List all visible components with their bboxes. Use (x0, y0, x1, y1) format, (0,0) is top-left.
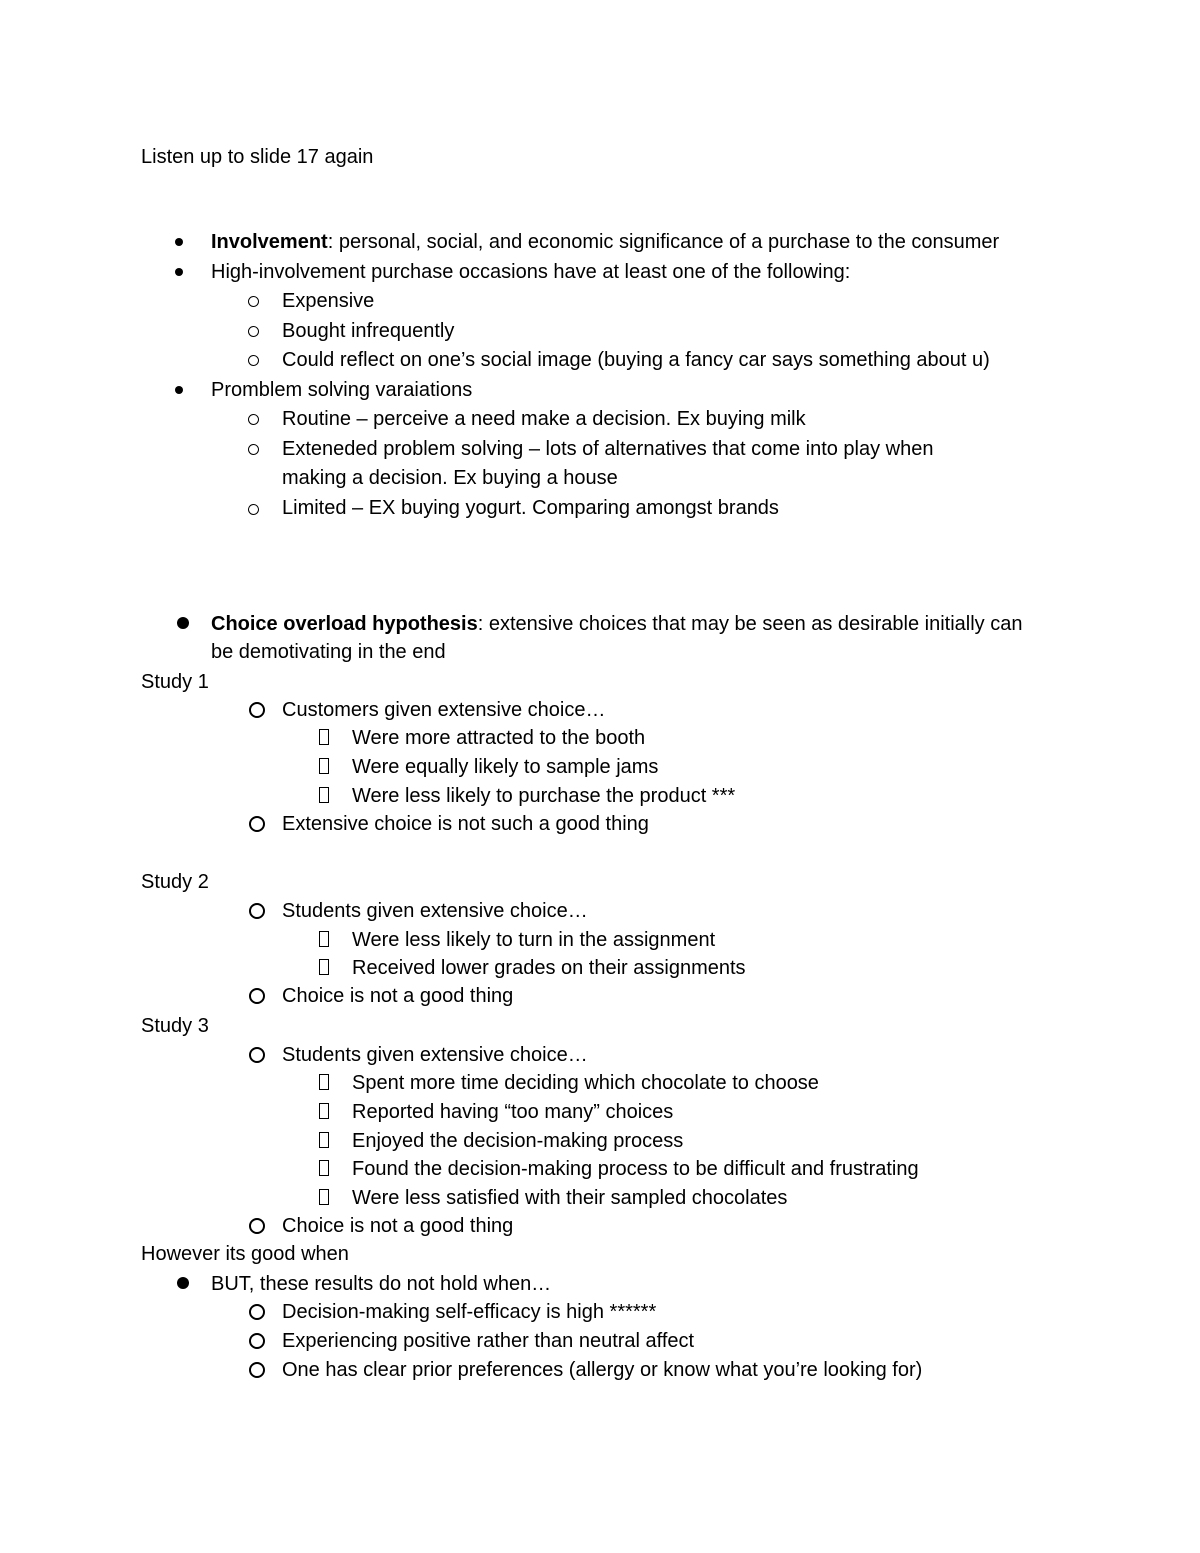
study-3-label: Study 3 (141, 1015, 209, 1037)
missing-glyph-icon (319, 1189, 329, 1205)
study-1-label: Study 1 (141, 671, 209, 693)
list-item: Spent more time deciding which chocolate to choose (352, 1072, 819, 1094)
missing-glyph-icon (319, 1103, 329, 1119)
hollow-bullet-icon (249, 988, 265, 1004)
list-item: Enjoyed the decision-making process (352, 1130, 684, 1152)
hollow-bullet-icon (249, 816, 265, 832)
missing-glyph-icon (319, 787, 329, 803)
hollow-bullet-icon (248, 355, 259, 366)
bullet-icon (175, 238, 183, 246)
hollow-bullet-icon (248, 504, 259, 515)
however-label: However its good when (141, 1243, 349, 1265)
hollow-bullet-icon (249, 1047, 265, 1063)
study-2-label: Study 2 (141, 871, 209, 893)
term-involvement: Involvement (211, 231, 328, 253)
list-item: Choice is not a good thing (282, 1215, 514, 1237)
choice-overload-continued: be demotivating in the end (211, 641, 446, 663)
list-item: Experiencing positive rather than neutral affect (282, 1330, 695, 1352)
missing-glyph-icon (319, 729, 329, 745)
list-item: Were less satisfied with their sampled chocolates (352, 1187, 788, 1209)
list-item: Limited – EX buying yogurt. Comparing amongst brands (282, 497, 779, 519)
choice-overload-text: : extensive choices that may be seen as desirable initially can (477, 613, 1023, 635)
list-item: Extensive choice is not such a good thing (282, 813, 649, 835)
term-choice-overload: Choice overload hypothesis (211, 613, 478, 635)
list-item: One has clear prior preferences (allergy or know what you’re looking for) (282, 1359, 923, 1381)
list-item: Students given extensive choice… (282, 900, 588, 922)
problem-solving-item: Promblem solving varaiations (211, 379, 473, 401)
hollow-bullet-icon (249, 903, 265, 919)
list-item: Were less likely to turn in the assignment (352, 929, 716, 951)
hollow-bullet-icon (249, 1304, 265, 1320)
list-item: Received lower grades on their assignments (352, 957, 746, 979)
bullet-icon (175, 268, 183, 276)
choice-overload-definition (211, 612, 1022, 636)
hollow-bullet-icon (248, 326, 259, 337)
involvement-definition (211, 230, 999, 254)
missing-glyph-icon (319, 1132, 329, 1148)
list-item: Decision-making self-efficacy is high ****** (282, 1301, 657, 1323)
missing-glyph-icon (319, 959, 329, 975)
list-item: Were equally likely to sample jams (352, 756, 659, 778)
list-item: Reported having “too many” choices (352, 1101, 674, 1123)
list-item: Found the decision-making process to be difficult and frustrating (352, 1158, 919, 1180)
hollow-bullet-icon (249, 1333, 265, 1349)
list-item: Choice is not a good thing (282, 985, 514, 1007)
but-item: BUT, these results do not hold when… (211, 1273, 552, 1295)
high-involvement-item: High-involvement purchase occasions have at least one of the following: (211, 261, 851, 283)
list-item-continued: making a decision. Ex buying a house (282, 467, 618, 489)
list-item: Were less likely to purchase the product *** (352, 785, 736, 807)
hollow-bullet-icon (249, 1218, 265, 1234)
list-item: Customers given extensive choice… (282, 699, 606, 721)
list-item: Routine – perceive a need make a decision. Ex buying milk (282, 408, 806, 430)
involvement-text: : personal, social, and economic significance of a purchase to the consumer (327, 231, 1000, 253)
hollow-bullet-icon (248, 296, 259, 307)
list-item: Students given extensive choice… (282, 1044, 588, 1066)
bullet-icon (177, 1277, 189, 1289)
bullet-icon (175, 386, 183, 394)
missing-glyph-icon (319, 1160, 329, 1176)
hollow-bullet-icon (248, 414, 259, 425)
list-item: Exteneded problem solving – lots of alternatives that come into play when (282, 438, 934, 460)
missing-glyph-icon (319, 931, 329, 947)
list-item: Could reflect on one’s social image (buying a fancy car says something about u) (282, 349, 990, 371)
hollow-bullet-icon (249, 702, 265, 718)
bullet-icon (177, 617, 189, 629)
hollow-bullet-icon (249, 1362, 265, 1378)
missing-glyph-icon (319, 758, 329, 774)
list-item: Expensive (282, 290, 375, 312)
header-note: Listen up to slide 17 again (141, 146, 374, 168)
missing-glyph-icon (319, 1074, 329, 1090)
hollow-bullet-icon (248, 444, 259, 455)
list-item: Bought infrequently (282, 320, 455, 342)
list-item: Were more attracted to the booth (352, 727, 646, 749)
